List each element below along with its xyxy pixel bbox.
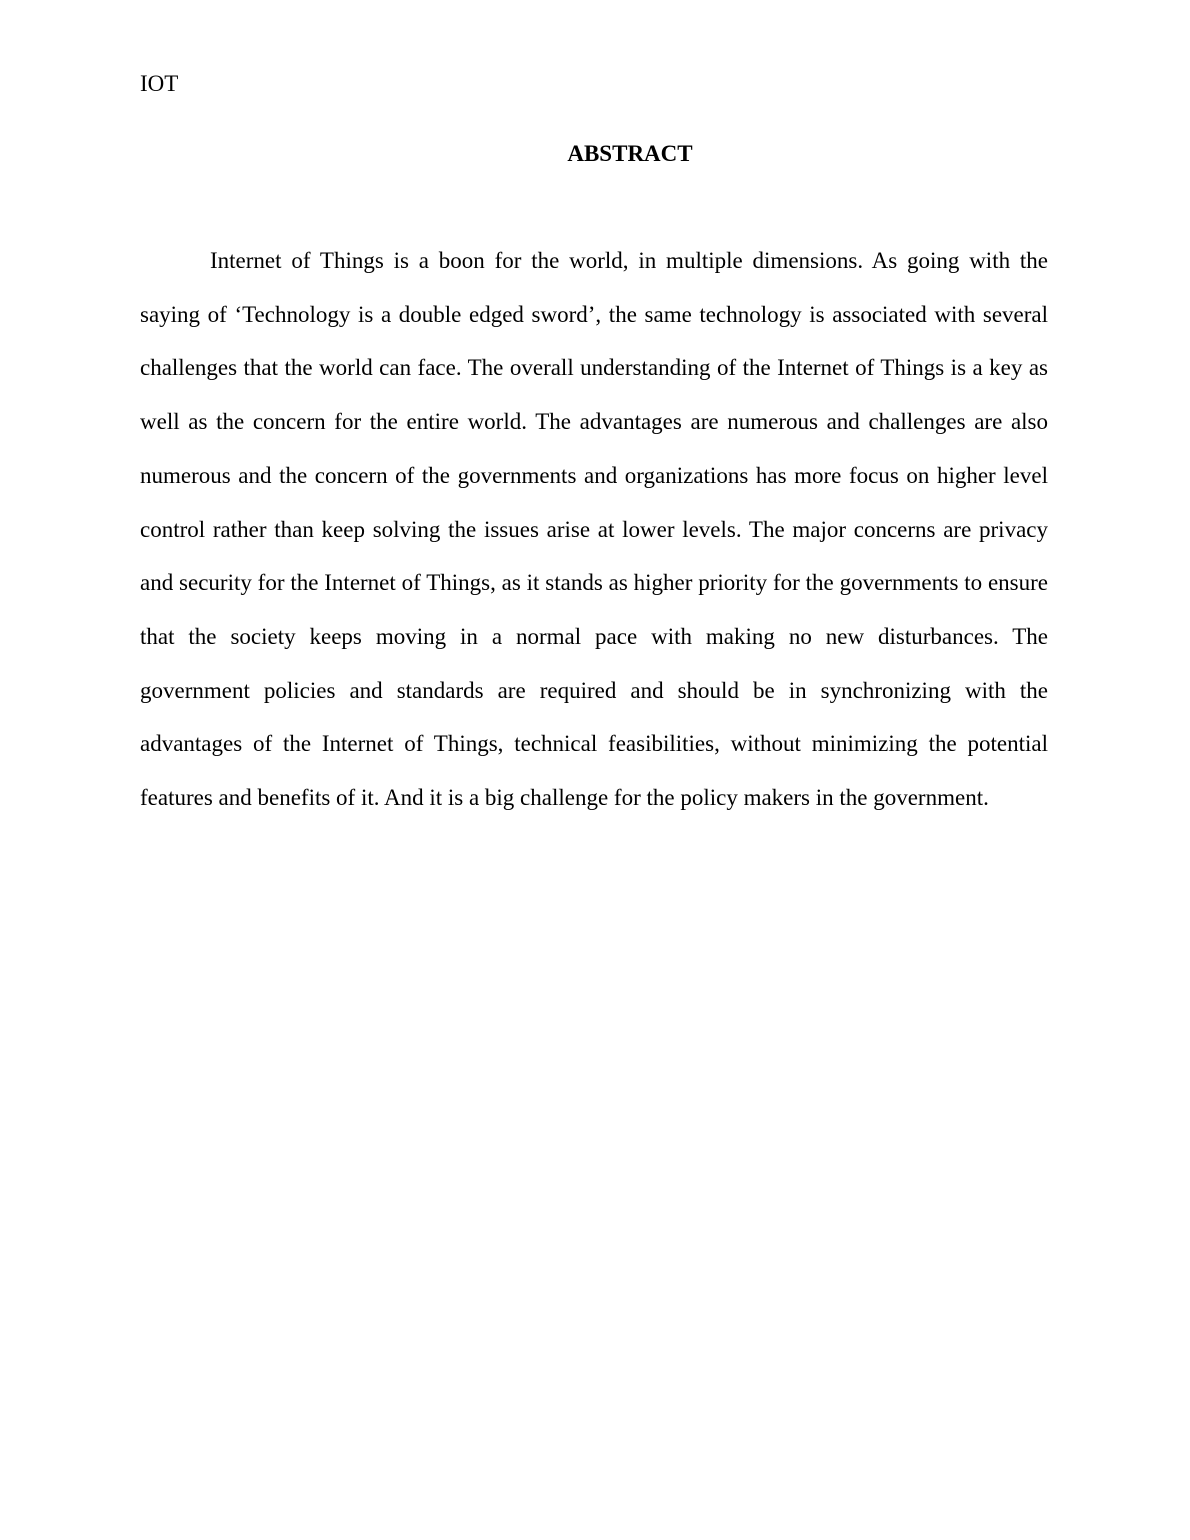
abstract-paragraph: Internet of Things is a boon for the world, in multiple dimensions. As going with the saying of ‘Technology is a double edged sword’, the same technology is associated with several challenges that the world can face. The overall understanding of the Internet of Things is a key as well as the concern for the entire world. The advantages are numerous and challenges are also numerous and the concern of the governments and organizations has more focus on higher level control rather than keep solving the issues arise at lower levels. The major concerns are privacy and security for the Internet of Things, as it stands as higher priority for the governments to ensure that the society keeps moving in a normal pace with making no new disturbances. The government policies and standards are required and should be in synchronizing with the advantages of the Internet of Things, technical feasibilities, without minimizing the potential features and benefits of it. And it is a big challenge for the policy makers in the government. (140, 248, 1048, 811)
running-head: IOT (140, 71, 179, 96)
abstract-title: ABSTRACT (567, 141, 693, 166)
